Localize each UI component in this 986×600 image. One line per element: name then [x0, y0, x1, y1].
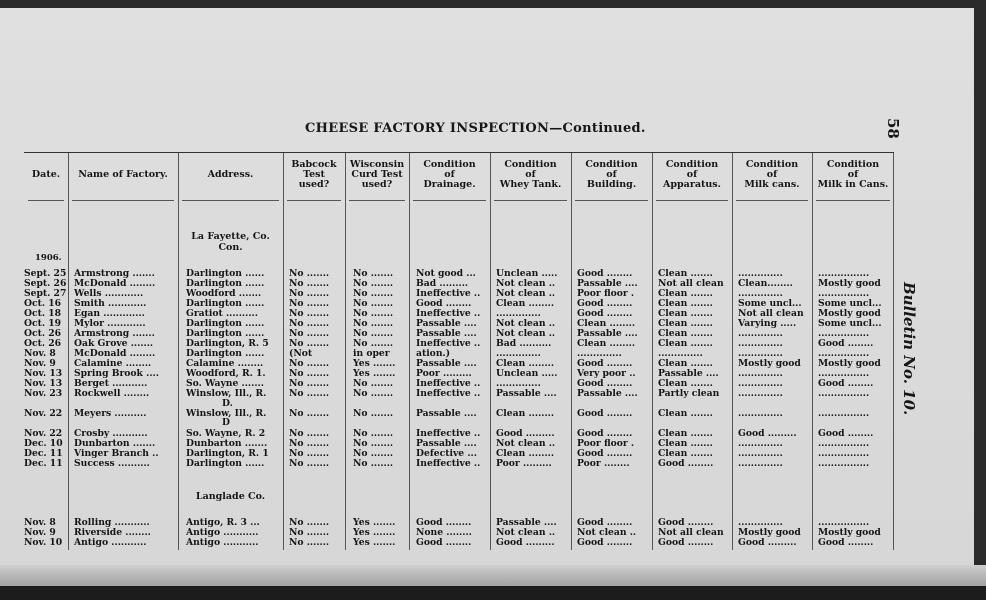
- cell-building: Poor floor .: [577, 439, 635, 449]
- cell-milk-in-cans: Mostly good: [818, 279, 881, 289]
- cell-apparatus: Partly clean: [658, 389, 720, 399]
- cell-factory-name: Meyers ..........: [74, 409, 147, 419]
- cell-milk-in-cans: ................: [818, 369, 870, 379]
- cell-drainage: Good ........: [416, 518, 472, 528]
- cell-factory-name: Mylor ............: [74, 319, 146, 329]
- table-row: [0, 349, 900, 359]
- cell-factory-name: McDonald ........: [74, 349, 156, 359]
- cell-milk-cans: ..............: [738, 289, 783, 299]
- cell-address: Darlington ......: [186, 279, 265, 289]
- cell-building: Clean ........: [577, 319, 636, 329]
- cell-milk-in-cans: ................: [818, 269, 870, 279]
- cell-address: Antigo ...........: [186, 538, 259, 548]
- cell-milk-cans: Some uncl...: [738, 299, 802, 309]
- column-header-milk-cans: Condition of Milk cans.: [744, 159, 800, 190]
- cell-building: Poor ........: [577, 459, 630, 469]
- header-underline: [28, 200, 64, 201]
- table-row: [0, 369, 900, 379]
- cell-apparatus: Clean .......: [658, 269, 713, 279]
- cell-building: Passable ....: [577, 279, 638, 289]
- cell-milk-cans: Not all clean: [738, 309, 804, 319]
- cell-babcock-test: No .......: [289, 309, 330, 319]
- header-underline: [349, 200, 405, 201]
- cell-apparatus: Clean .......: [658, 439, 713, 449]
- cell-curd-test: No .......: [353, 319, 394, 329]
- address-continuation: D: [222, 417, 230, 428]
- cell-babcock-test: No .......: [289, 269, 330, 279]
- table-row: [0, 528, 900, 538]
- cell-apparatus: Clean .......: [658, 449, 713, 459]
- cell-factory-name: Calamine ........: [74, 359, 152, 369]
- cell-milk-in-cans: ................: [818, 389, 870, 399]
- cell-date: Nov. 22: [24, 429, 63, 439]
- header-underline: [287, 200, 341, 201]
- cell-whey-tank: Unclean .....: [496, 369, 558, 379]
- address-continuation: D.: [222, 398, 233, 409]
- cell-babcock-test: No .......: [289, 459, 330, 469]
- cell-address: Woodford, R. 1.: [186, 369, 266, 379]
- cell-milk-in-cans: Mostly good: [818, 309, 881, 319]
- cell-milk-cans: ..............: [738, 269, 783, 279]
- cell-whey-tank: Clean ........: [496, 299, 555, 309]
- cell-date: Nov. 8: [24, 518, 56, 528]
- header-underline: [72, 200, 174, 201]
- cell-date: Nov. 13: [24, 379, 63, 389]
- cell-building: Passable ....: [577, 329, 638, 339]
- cell-factory-name: Berget ...........: [74, 379, 148, 389]
- table-row: [0, 409, 900, 419]
- column-header-apparatus: Condition of Apparatus.: [663, 159, 721, 190]
- cell-babcock-test: No .......: [289, 359, 330, 369]
- cell-milk-in-cans: ................: [818, 329, 870, 339]
- header-underline: [413, 200, 486, 201]
- cell-milk-cans: ..............: [738, 369, 783, 379]
- cell-whey-tank: Not clean ..: [496, 319, 556, 329]
- cell-curd-test: in oper: [353, 349, 390, 359]
- cell-babcock-test: No .......: [289, 329, 330, 339]
- cell-drainage: Passable ....: [416, 439, 477, 449]
- cell-date: Dec. 10: [24, 439, 63, 449]
- cell-drainage: Good ........: [416, 538, 472, 548]
- cell-whey-tank: Clean ........: [496, 449, 555, 459]
- cell-apparatus: Clean .......: [658, 329, 713, 339]
- cell-drainage: Ineffective ..: [416, 309, 481, 319]
- cell-date: Nov. 13: [24, 369, 63, 379]
- cell-address: Darlington ......: [186, 269, 265, 279]
- cell-factory-name: Crosby ...........: [74, 429, 148, 439]
- cell-apparatus: Good ........: [658, 459, 714, 469]
- cell-apparatus: Good ........: [658, 538, 714, 548]
- cell-milk-cans: ..............: [738, 459, 783, 469]
- cell-building: Not clean ..: [577, 528, 637, 538]
- cell-milk-cans: Clean........: [738, 279, 793, 289]
- cell-drainage: Not good ...: [416, 269, 476, 279]
- cell-building: ..............: [577, 349, 622, 359]
- cell-whey-tank: Bad ..........: [496, 339, 552, 349]
- cell-milk-cans: Varying .....: [738, 319, 797, 329]
- cell-building: Good ........: [577, 299, 633, 309]
- cell-address: Darlington ......: [186, 349, 265, 359]
- cell-factory-name: Antigo ...........: [74, 538, 147, 548]
- table-row: [0, 518, 900, 528]
- cell-date: Oct. 18: [24, 309, 62, 319]
- cell-milk-cans: ..............: [738, 389, 783, 399]
- cell-babcock-test: No .......: [289, 389, 330, 399]
- cell-factory-name: Armstrong .......: [74, 269, 155, 279]
- cell-address: Antigo, R. 3 ...: [186, 518, 260, 528]
- cell-address: Dunbarton .......: [186, 439, 268, 449]
- cell-factory-name: Rolling ...........: [74, 518, 150, 528]
- cell-factory-name: Egan .............: [74, 309, 145, 319]
- cell-babcock-test: No .......: [289, 289, 330, 299]
- page-number: 58: [884, 118, 902, 139]
- cell-curd-test: No .......: [353, 449, 394, 459]
- cell-curd-test: Yes .......: [353, 538, 396, 548]
- cell-milk-in-cans: Good ........: [818, 379, 874, 389]
- cell-building: Good ........: [577, 429, 633, 439]
- table-row: [0, 389, 900, 399]
- cell-building: Good ........: [577, 309, 633, 319]
- table-row: [0, 289, 900, 299]
- cell-drainage: Ineffective ..: [416, 289, 481, 299]
- table-row: [0, 299, 900, 309]
- cell-date: Nov. 8: [24, 349, 56, 359]
- cell-date: Nov. 22: [24, 409, 63, 419]
- table-row: [0, 449, 900, 459]
- cell-curd-test: No .......: [353, 299, 394, 309]
- cell-building: Good ........: [577, 449, 633, 459]
- cell-date: Nov. 9: [24, 359, 56, 369]
- cell-apparatus: Clean .......: [658, 379, 713, 389]
- header-underline: [182, 200, 279, 201]
- cell-babcock-test: No .......: [289, 439, 330, 449]
- cell-apparatus: Clean .......: [658, 289, 713, 299]
- county-heading: La Fayette, Co. Con.: [191, 231, 270, 253]
- cell-address: Darlington ......: [186, 459, 265, 469]
- cell-address: Darlington ......: [186, 329, 265, 339]
- cell-curd-test: Yes .......: [353, 369, 396, 379]
- cell-whey-tank: Not clean ..: [496, 289, 556, 299]
- cell-apparatus: Not all clean: [658, 279, 724, 289]
- cell-babcock-test: No .......: [289, 339, 330, 349]
- cell-apparatus: Clean .......: [658, 409, 713, 419]
- cell-babcock-test: No .......: [289, 299, 330, 309]
- cell-apparatus: Clean .......: [658, 319, 713, 329]
- cell-address: Darlington ......: [186, 299, 265, 309]
- cell-drainage: Defective ...: [416, 449, 477, 459]
- cell-drainage: Passable ....: [416, 359, 477, 369]
- table-row: [0, 459, 900, 469]
- cell-apparatus: Good ........: [658, 518, 714, 528]
- cell-date: Oct. 19: [24, 319, 62, 329]
- cell-drainage: Ineffective ..: [416, 459, 481, 469]
- table-row: [0, 379, 900, 389]
- cell-date: Sept. 27: [24, 289, 67, 299]
- cell-curd-test: No .......: [353, 269, 394, 279]
- cell-whey-tank: ..............: [496, 349, 541, 359]
- cell-milk-in-cans: ................: [818, 449, 870, 459]
- table-row: [0, 269, 900, 279]
- cell-babcock-test: No .......: [289, 429, 330, 439]
- cell-curd-test: No .......: [353, 339, 394, 349]
- cell-drainage: Ineffective ..: [416, 379, 481, 389]
- cell-babcock-test: No .......: [289, 409, 330, 419]
- scan-border-top: [0, 0, 986, 8]
- header-underline: [656, 200, 728, 201]
- cell-factory-name: Success ..........: [74, 459, 150, 469]
- column-header-babcock-test: Babcock Test used?: [291, 159, 337, 190]
- cell-whey-tank: Not clean ..: [496, 439, 556, 449]
- cell-factory-name: Spring Brook ....: [74, 369, 159, 379]
- cell-milk-cans: Good .........: [738, 429, 797, 439]
- cell-milk-in-cans: Some uncl...: [818, 319, 882, 329]
- cell-address: Calamine ........: [186, 359, 264, 369]
- cell-curd-test: No .......: [353, 439, 394, 449]
- cell-factory-name: Oak Grove .......: [74, 339, 154, 349]
- cell-building: Good ........: [577, 379, 633, 389]
- cell-babcock-test: No .......: [289, 528, 330, 538]
- cell-date: Dec. 11: [24, 459, 63, 469]
- county-heading: Langlade Co.: [195, 491, 266, 502]
- table-row: [0, 329, 900, 339]
- cell-apparatus: Clean .......: [658, 339, 713, 349]
- scan-border-bottom: [0, 586, 986, 600]
- cell-curd-test: No .......: [353, 379, 394, 389]
- running-head: Bulletin No. 10.: [900, 282, 918, 416]
- cell-building: Good ........: [577, 359, 633, 369]
- cell-milk-in-cans: Good ........: [818, 339, 874, 349]
- cell-date: Oct. 26: [24, 339, 62, 349]
- table-row: [0, 309, 900, 319]
- cell-milk-in-cans: Some uncl...: [818, 299, 882, 309]
- cell-milk-cans: Good .........: [738, 538, 797, 548]
- cell-building: Passable ....: [577, 389, 638, 399]
- cell-babcock-test: No .......: [289, 369, 330, 379]
- cell-curd-test: No .......: [353, 409, 394, 419]
- cell-address: Winslow, Ill., R.: [186, 409, 267, 419]
- cell-curd-test: No .......: [353, 289, 394, 299]
- cell-apparatus: Not all clean: [658, 528, 724, 538]
- cell-factory-name: Vinger Branch ..: [74, 449, 159, 459]
- cell-building: Clean ........: [577, 339, 636, 349]
- cell-babcock-test: No .......: [289, 279, 330, 289]
- cell-date: Sept. 26: [24, 279, 67, 289]
- table-row: [0, 429, 900, 439]
- header-underline: [736, 200, 808, 201]
- column-header-drainage: Condition of Drainage.: [423, 159, 476, 190]
- column-header-factory-name: Name of Factory.: [78, 169, 168, 180]
- cell-whey-tank: ..............: [496, 309, 541, 319]
- column-header-address: Address.: [207, 169, 254, 180]
- cell-babcock-test: No .......: [289, 449, 330, 459]
- cell-building: Good ........: [577, 409, 633, 419]
- table-top-rule: [24, 152, 894, 153]
- cell-whey-tank: Passable ....: [496, 389, 557, 399]
- cell-drainage: Ineffective ..: [416, 429, 481, 439]
- cell-curd-test: No .......: [353, 429, 394, 439]
- cell-whey-tank: Clean ........: [496, 359, 555, 369]
- cell-date: Sept. 25: [24, 269, 67, 279]
- column-header-curd-test: Wisconsin Curd Test used?: [349, 159, 405, 190]
- cell-babcock-test: No .......: [289, 538, 330, 548]
- cell-curd-test: Yes .......: [353, 518, 396, 528]
- page-curl-shadow: [0, 565, 986, 587]
- cell-date: Nov. 9: [24, 528, 56, 538]
- cell-drainage: Passable ....: [416, 329, 477, 339]
- page-title: CHEESE FACTORY INSPECTION—Continued.: [305, 121, 646, 136]
- cell-factory-name: Wells ............: [74, 289, 144, 299]
- cell-milk-cans: Mostly good: [738, 528, 801, 538]
- cell-babcock-test: No .......: [289, 518, 330, 528]
- table-row: [0, 279, 900, 289]
- cell-drainage: None ........: [416, 528, 472, 538]
- cell-milk-in-cans: Mostly good: [818, 359, 881, 369]
- cell-drainage: Good ........: [416, 299, 472, 309]
- cell-curd-test: Yes .......: [353, 528, 396, 538]
- cell-date: Nov. 10: [24, 538, 63, 548]
- cell-factory-name: Dunbarton .......: [74, 439, 156, 449]
- cell-drainage: Poor .........: [416, 369, 472, 379]
- cell-drainage: Ineffective ..: [416, 389, 481, 399]
- cell-milk-cans: ..............: [738, 439, 783, 449]
- cell-curd-test: No .......: [353, 389, 394, 399]
- cell-factory-name: Armstrong .......: [74, 329, 155, 339]
- cell-curd-test: No .......: [353, 329, 394, 339]
- cell-curd-test: Yes .......: [353, 359, 396, 369]
- cell-apparatus: Clean .......: [658, 299, 713, 309]
- cell-babcock-test: No .......: [289, 319, 330, 329]
- cell-whey-tank: Not clean ..: [496, 528, 556, 538]
- cell-babcock-test: (Not: [289, 349, 313, 359]
- cell-drainage: Bad .........: [416, 279, 469, 289]
- cell-milk-cans: Mostly good: [738, 359, 801, 369]
- cell-milk-cans: ..............: [738, 329, 783, 339]
- cell-whey-tank: Unclean .....: [496, 269, 558, 279]
- cell-milk-cans: ..............: [738, 449, 783, 459]
- cell-milk-in-cans: Good ........: [818, 429, 874, 439]
- scan-border-right: [974, 0, 986, 600]
- cell-address: Winslow, Ill., R.: [186, 389, 267, 399]
- column-header-whey-tank: Condition of Whey Tank.: [499, 159, 562, 190]
- column-header-date: Date.: [31, 169, 61, 180]
- cell-curd-test: No .......: [353, 309, 394, 319]
- table-row: [0, 439, 900, 449]
- cell-milk-cans: ..............: [738, 339, 783, 349]
- cell-whey-tank: Passable ....: [496, 518, 557, 528]
- cell-babcock-test: No .......: [289, 379, 330, 389]
- table-row: [0, 319, 900, 329]
- cell-milk-in-cans: ................: [818, 409, 870, 419]
- cell-date: Oct. 26: [24, 329, 62, 339]
- cell-milk-in-cans: ................: [818, 439, 870, 449]
- cell-date: Nov. 23: [24, 389, 63, 399]
- cell-milk-in-cans: Mostly good: [818, 528, 881, 538]
- cell-apparatus: ..............: [658, 349, 703, 359]
- cell-address: Darlington ......: [186, 319, 265, 329]
- cell-whey-tank: Clean ........: [496, 409, 555, 419]
- cell-curd-test: No .......: [353, 459, 394, 469]
- cell-address: So. Wayne, R. 2: [186, 429, 266, 439]
- cell-milk-cans: ..............: [738, 518, 783, 528]
- table-row: [0, 538, 900, 548]
- cell-address: Woodford .......: [186, 289, 262, 299]
- cell-whey-tank: Good .........: [496, 429, 555, 439]
- cell-building: Good ........: [577, 269, 633, 279]
- header-underline: [494, 200, 567, 201]
- year-label: 1906.: [35, 253, 62, 263]
- header-underline: [575, 200, 648, 201]
- cell-milk-in-cans: ................: [818, 289, 870, 299]
- cell-address: Antigo ...........: [186, 528, 259, 538]
- cell-milk-in-cans: Good ........: [818, 538, 874, 548]
- cell-building: Very poor ..: [577, 369, 636, 379]
- cell-whey-tank: ..............: [496, 379, 541, 389]
- cell-apparatus: Clean .......: [658, 309, 713, 319]
- column-header-milk-in-cans: Condition of Milk in Cans.: [817, 159, 889, 190]
- cell-whey-tank: Not clean ..: [496, 329, 556, 339]
- cell-factory-name: McDonald ........: [74, 279, 156, 289]
- cell-address: Gratiot ..........: [186, 309, 258, 319]
- cell-building: Good ........: [577, 538, 633, 548]
- cell-apparatus: Clean .......: [658, 429, 713, 439]
- cell-date: Dec. 11: [24, 449, 63, 459]
- cell-date: Oct. 16: [24, 299, 62, 309]
- cell-building: Poor floor .: [577, 289, 635, 299]
- cell-apparatus: Clean .......: [658, 359, 713, 369]
- cell-drainage: Passable ....: [416, 409, 477, 419]
- cell-drainage: Passable ....: [416, 319, 477, 329]
- cell-drainage: ation.): [416, 349, 451, 359]
- cell-factory-name: Riverside ........: [74, 528, 151, 538]
- cell-address: So. Wayne .......: [186, 379, 264, 389]
- column-header-building: Condition of Building.: [585, 159, 638, 190]
- cell-whey-tank: Good .........: [496, 538, 555, 548]
- cell-factory-name: Rockwell ........: [74, 389, 150, 399]
- cell-milk-cans: ..............: [738, 379, 783, 389]
- cell-milk-cans: ..............: [738, 349, 783, 359]
- header-underline: [816, 200, 890, 201]
- cell-factory-name: Smith ............: [74, 299, 147, 309]
- cell-milk-in-cans: ................: [818, 518, 870, 528]
- table-row: [0, 359, 900, 369]
- cell-milk-in-cans: ................: [818, 349, 870, 359]
- cell-apparatus: Passable ....: [658, 369, 719, 379]
- cell-whey-tank: Not clean ..: [496, 279, 556, 289]
- cell-building: Good ........: [577, 518, 633, 528]
- cell-address: Darlington, R. 1: [186, 449, 269, 459]
- cell-milk-cans: ..............: [738, 409, 783, 419]
- cell-address: Darlington, R. 5: [186, 339, 269, 349]
- table-row: [0, 339, 900, 349]
- cell-curd-test: No .......: [353, 279, 394, 289]
- cell-drainage: Ineffective ..: [416, 339, 481, 349]
- cell-milk-in-cans: ................: [818, 459, 870, 469]
- cell-whey-tank: Poor .........: [496, 459, 552, 469]
